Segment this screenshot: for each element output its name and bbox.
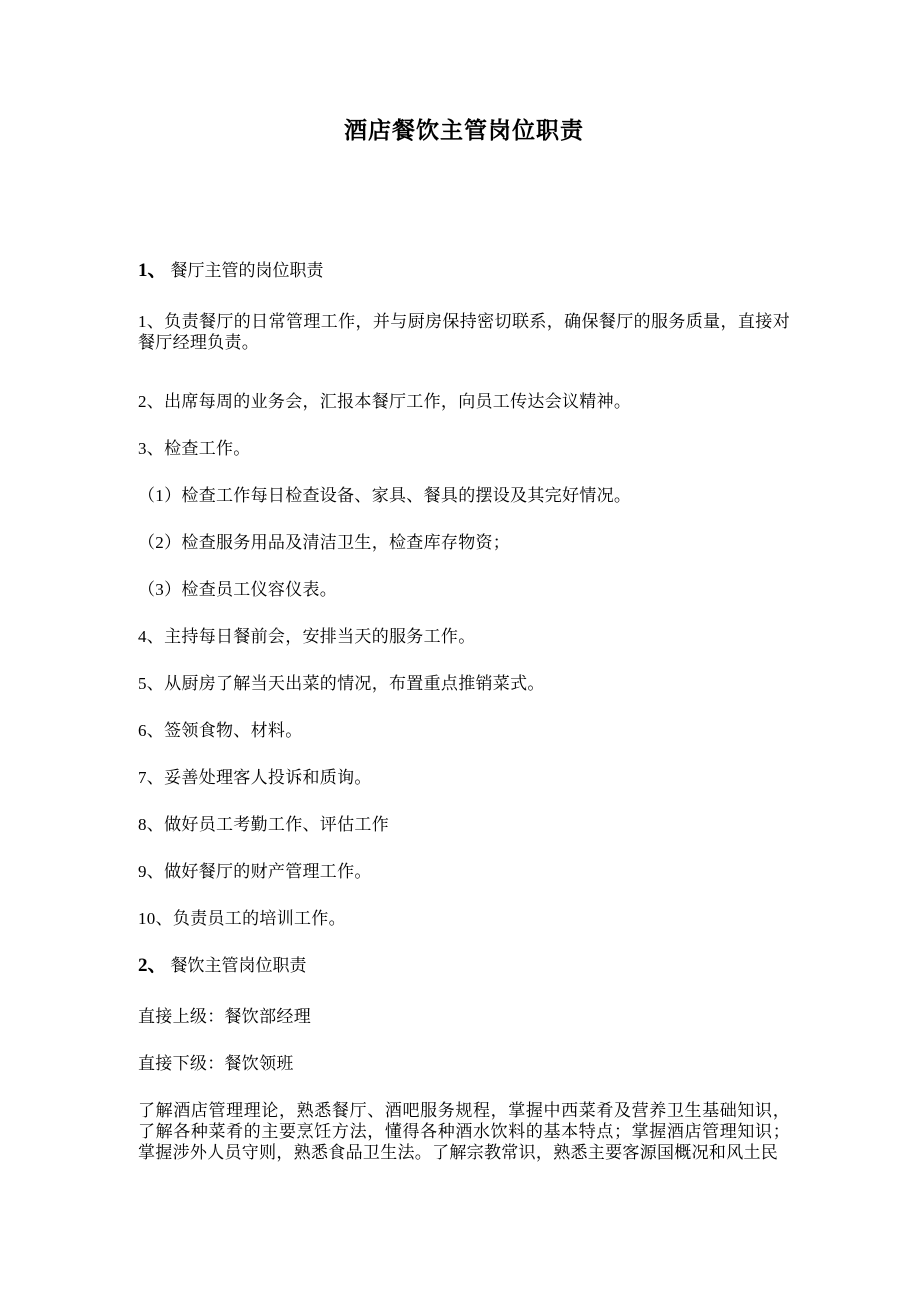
requirements-paragraph: 了解酒店管理理论，熟悉餐厅、酒吧服务规程，掌握中西菜肴及营养卫生基础知识，了解各种菜肴的主要烹饪方法，懂得各种酒水饮料的基本特点；掌握酒店管理知识；掌握涉外人员守则，熟悉食品卫生法。了解宗教常识，熟悉主要客源国概况和风土民 [138,1101,790,1162]
section-1-heading-text: 餐厅主管的岗位职责 [170,261,324,280]
section-catering-supervisor-duties [138,955,790,1163]
duty-paragraph-8: 8、做好员工考勤工作、评估工作 [138,815,389,834]
section-restaurant-supervisor-duties [138,260,790,929]
direct-subordinate-line: 直接下级：餐饮领班 [138,1054,294,1073]
duty-subitem-2: （2）检查服务用品及清洁卫生，检查库存物资； [138,533,511,552]
duty-paragraph-3: 3、检查工作。 [138,439,251,458]
duty-paragraph-9: 9、做好餐厅的财产管理工作。 [138,862,372,881]
duty-paragraph-7: 7、妥善处理客人投诉和质询。 [138,768,372,787]
section-1-heading [138,260,790,282]
duty-paragraph-6: 6、签领食物、材料。 [138,721,303,740]
section-2-heading-number: 2、 [138,955,167,976]
document-title: 酒店餐饮主管岗位职责 [344,118,584,143]
duty-paragraph-1: 1、负责餐厅的日常管理工作，并与厨房保持密切联系，确保餐厅的服务质量，直接对餐厅经理负责。 [138,312,790,352]
section-2-heading-text: 餐饮主管岗位职责 [170,956,307,975]
duty-subitem-1: （1）检查工作每日检查设备、家具、餐具的摆设及其完好情况。 [138,486,632,505]
duty-paragraph-10: 10、负责员工的培训工作。 [138,909,346,928]
duty-paragraph-2: 2、出席每周的业务会，汇报本餐厅工作，向员工传达会议精神。 [138,392,632,411]
duty-paragraph-4: 4、主持每日餐前会，安排当天的服务工作。 [138,627,476,646]
section-1-heading-number: 1、 [138,260,167,281]
duty-subitem-3: （3）检查员工仪容仪表。 [138,580,338,599]
direct-superior-line: 直接上级：餐饮部经理 [138,1007,311,1026]
duty-paragraph-5: 5、从厨房了解当天出菜的情况，布置重点推销菜式。 [138,674,545,693]
section-2-heading [138,955,790,977]
